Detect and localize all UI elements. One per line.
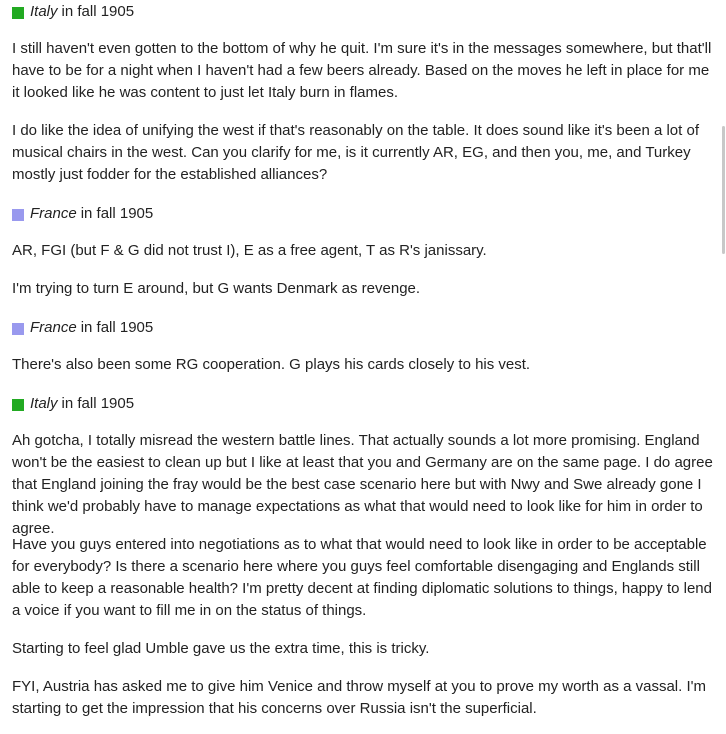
message-paragraph: Ah gotcha, I totally misread the western battle lines. That actually sounds a lot more promising. England won't be the easiest to clean up but I like at least that you and Germany are on the same page. I do agree that England joining the fray would be the best case scenario here but with Nwy and Swe already gone I think we'd probably have to manage expectations as what that would need to look like for him in order to agree. — [12, 432, 713, 537]
sender-name: Italy — [30, 3, 58, 20]
message-paragraph: I'm trying to turn E around, but G wants Denmark as revenge. — [12, 280, 421, 297]
message-header — [12, 393, 134, 415]
message-season: in fall 1905 — [61, 3, 135, 20]
message-paragraph: AR, FGI (but F & G did not trust I), E as a free agent, T as R's janissary. — [12, 242, 487, 259]
message-paragraph: There's also been some RG cooperation. G plays his cards closely to his vest. — [12, 356, 531, 373]
message-paragraph: Starting to feel glad Umble gave us the extra time, this is tricky. — [12, 640, 430, 657]
message-season: in fall 1905 — [80, 319, 154, 336]
message-header — [12, 1, 134, 23]
vertical-scrollbar[interactable] — [720, 0, 726, 734]
scrollbar-thumb[interactable] — [722, 126, 725, 254]
sender-name: France — [30, 319, 77, 336]
message-paragraph: FYI, Austria has asked me to give him Venice and throw myself at you to prove my worth as a vassal. I'm starting to get the impression that his concerns over Russia isn't the superficial. — [12, 678, 706, 717]
france-color-swatch — [12, 323, 24, 335]
italy-color-swatch — [12, 399, 24, 411]
sender-name: Italy — [30, 395, 58, 412]
message-season: in fall 1905 — [61, 395, 135, 412]
italy-color-swatch — [12, 7, 24, 19]
message-paragraph: Have you guys entered into negotiations as to what that would need to look like in order to be acceptable for everybody? Is there a scenario here where you guys feel comfortable disengaging and Englands still able to keep a reasonable health? I'm pretty decent at finding diplomatic solutions to things, happy to lend a voice if you want to fill me in on the status of things. — [12, 536, 712, 619]
message-paragraph: I do like the idea of unifying the west if that's reasonably on the table. It does sound like it's been a lot of musical chairs in the west. Can you clarify for me, is it currently AR, EG, and then you, me, and Turkey mostly just fodder for the established alliances? — [12, 122, 699, 183]
message-paragraph: I still haven't even gotten to the bottom of why he quit. I'm sure it's in the messages somewhere, but that'll have to be for a night when I haven't had a few beers already. Based on the moves he left in place for me it looked like he was content to just let Italy burn in flames. — [12, 40, 712, 101]
france-color-swatch — [12, 209, 24, 221]
message-season: in fall 1905 — [80, 205, 154, 222]
sender-name: France — [30, 205, 77, 222]
message-header — [12, 317, 153, 339]
message-header — [12, 203, 153, 225]
